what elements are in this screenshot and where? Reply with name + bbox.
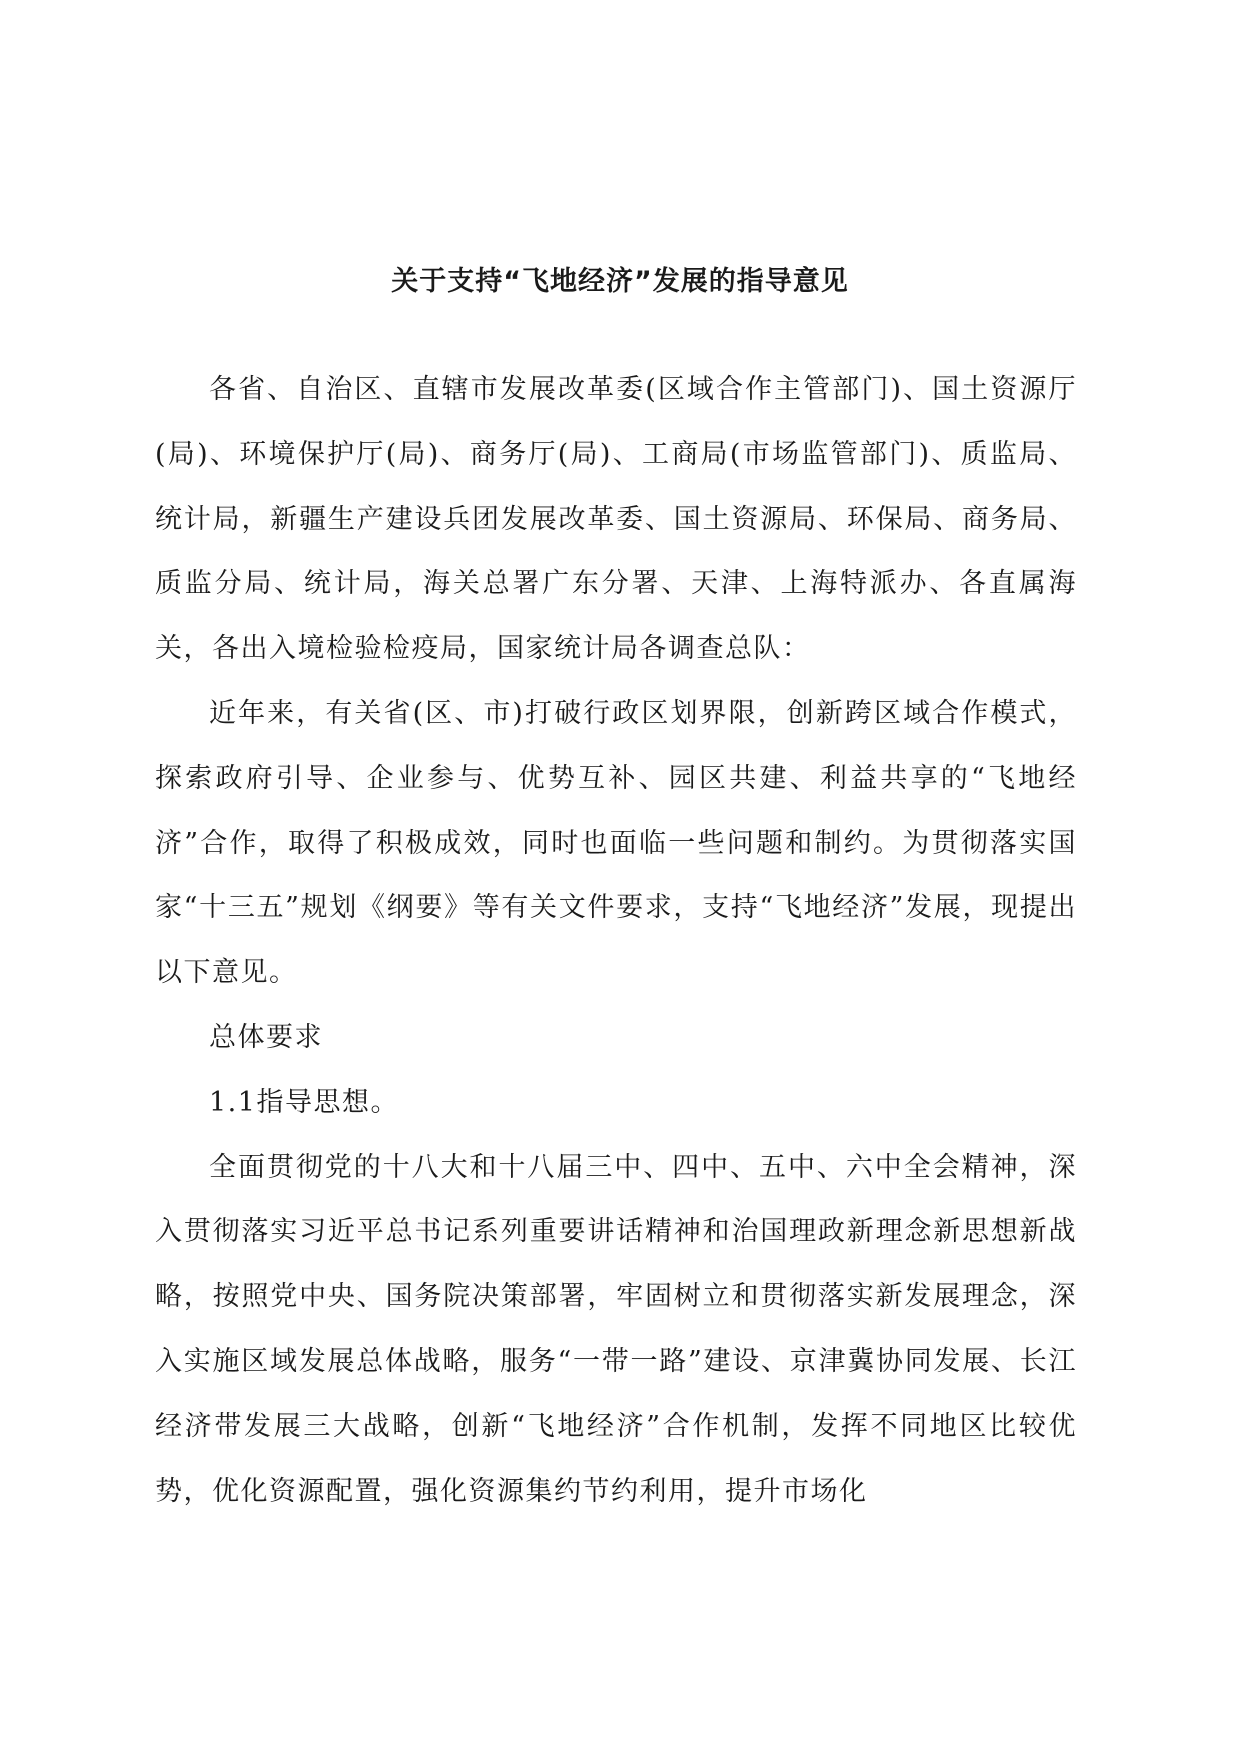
document-body [155, 358, 1077, 1524]
paragraph-intro: 近年来，有关省(区、市)打破行政区划界限，创新跨区域合作模式，探索政府引导、企业参与、优势互补、园区共建、利益共享的“飞地经济”合作，取得了积极成效，同时也面临一些问题和制约。为贯彻落实国家“十三五”规划《纲要》等有关文件要求，支持“飞地经济”发展，现提出以下意见。 [155, 697, 1077, 989]
document-title: 关于支持“飞地经济”发展的指导意见 [391, 266, 849, 297]
paragraph-guiding-ideology: 全面贯彻党的十八大和十八届三中、四中、五中、六中全会精神，深入贯彻落实习近平总书记系列重要讲话精神和治国理政新理念新思想新战略，按照党中央、国务院决策部署，牢固树立和贯彻落实新发展理念，深入实施区域发展总体战略，服务“一带一路”建设、京津冀协同发展、长江经济带发展三大战略，创新“飞地经济”合作机制，发挥不同地区比较优势，优化资源配置，强化资源集约节约利用，提升市场化 [155, 1151, 1077, 1507]
subsection-heading-guiding-ideology: 1.1指导思想。 [209, 1086, 399, 1118]
section-heading-general-requirements: 总体要求 [209, 1021, 323, 1053]
paragraph-addressees: 各省、自治区、直辖市发展改革委(区域合作主管部门)、国土资源厅(局)、环境保护厅(局)、商务厅(局)、工商局(市场监管部门)、质监局、统计局，新疆生产建设兵团发展改革委、国土资源局、环保局、商务局、质监分局、统计局，海关总署广东分署、天津、上海特派办、各直属海关，各出入境检验检疫局，国家统计局各调查总队： [155, 374, 1077, 665]
